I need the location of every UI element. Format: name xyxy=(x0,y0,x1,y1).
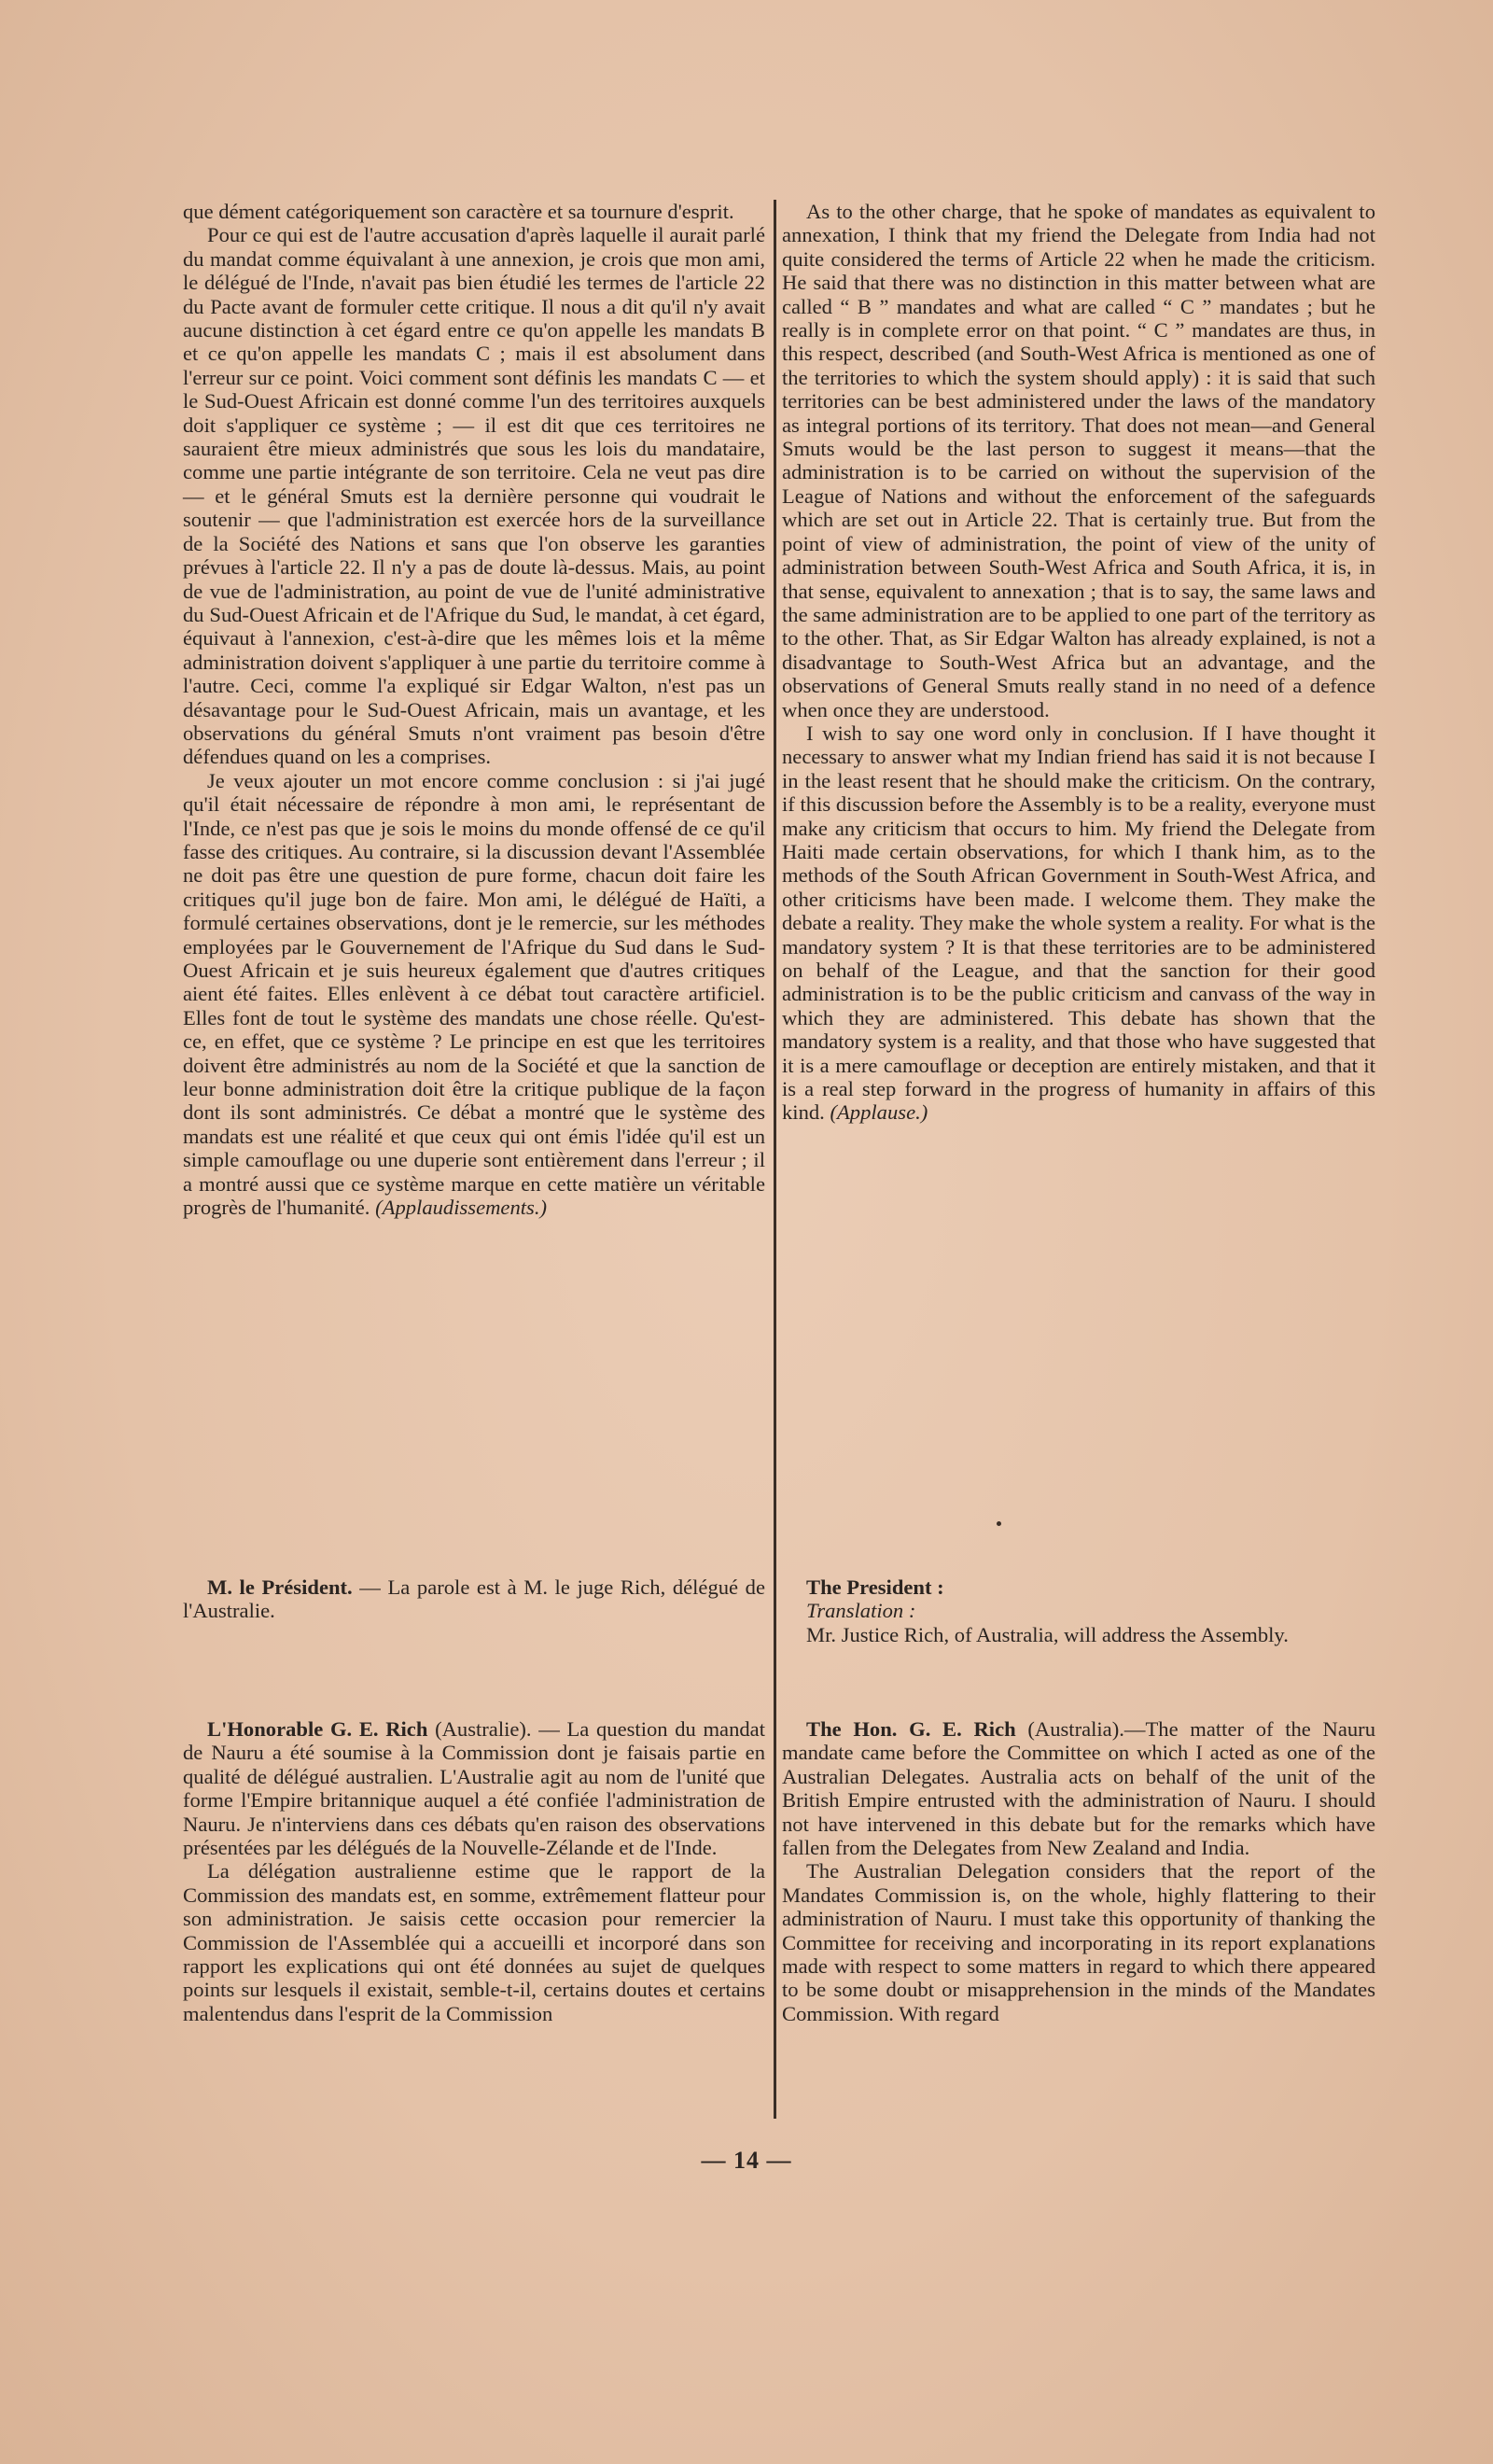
translation-label: Translation : xyxy=(806,1599,916,1623)
paragraph xyxy=(782,721,1375,1125)
left-rich-speech xyxy=(183,1717,765,2025)
paragraph: The Australian Delegation considers that the report of the Mandates Commission is, on the whole, highly flattering to their administration of Nauru. I must take this opportunity of thanking the Committee for receiving and incorporating in its report explanations made with respect to some matters in regard to which there appeared to be some doubt or misapprehension in the minds of the Mandates Commission. With regard xyxy=(782,1859,1375,2025)
speaker-name: L'Honorable G. E. Rich xyxy=(207,1717,428,1741)
right-president-remark xyxy=(782,1575,1375,1646)
paragraph xyxy=(183,1575,765,1623)
speech-text: (Australia).—The matter of the Nauru mandate came before the Committee on which I acted as one of the Australian Delegates. Australia acts on behalf of the unit of the British Empire entrusted with the administration of Nauru. I should not have intervened in this debate but for the remarks which have fallen from the Delegates from New Zealand and India. xyxy=(782,1717,1375,1860)
page-number: — 14 — xyxy=(701,2147,792,2174)
left-column-main xyxy=(183,200,765,1219)
speaker-name: M. le Président. xyxy=(207,1575,353,1599)
speech-text: Mr. Justice Rich, of Australia, will address the Assembly. xyxy=(806,1622,1289,1646)
paragraph: Pour ce qui est de l'autre accusation d'après laquelle il aurait parlé du mandat comme équivalant à une annexion, je crois que mon ami, le délégué de l'Inde, n'avait pas bien étudié les termes de l'article 22 du Pacte avant de formuler cette critique. Il nous a dit qu'il n'y avait aucune distinction à cet égard entre ce qu'on appelle les mandats B et ce qu'on appelle les mandats C ; mais il est absolument dans l'erreur sur ce point. Voici comment sont définis les mandats C — et le Sud-Ouest Africain est donné comme l'un des territoires auxquels doit s'appliquer ce système ; — il est dit que ces territoires ne sauraient être mieux administrés que sous les lois du mandataire, comme une partie intégrante de son territoire. Cela ne veut pas dire — et le général Smuts est la dernière personne qui voudrait le soutenir — que l'administration est exercée hors de la surveillance de la Société des Nations et sans que l'on observe les garanties prévues à l'article 22. Il n'y a pas de doute là-dessus. Mais, au point de vue de l'administration, au point de vue de l'unité administrative du Sud-Ouest Africain et de l'Afrique du Sud, le mandat, à cet égard, équivaut à l'annexion, c'est-à-dire que les mêmes lois et la même administration doivent s'appliquer à une partie du territoire comme à l'autre. Ceci, comme l'a expliqué sir Edgar Walton, n'est pas un désavantage pour le Sud-Ouest Africain, mais un avantage, et les observations du général Smuts n'ont vraiment pas besoin d'être défendues quand on les a comprises. xyxy=(183,223,765,769)
speech-text: — La parole est à M. le juge Rich, délégué de l'Australie. xyxy=(183,1575,765,1623)
paragraph: La délégation australienne estime que le rapport de la Commission des mandats est, en somme, extrêmement flatteur pour son administration. Je saisis cette occasion pour remercier la Commission de l'Assemblée qui a accueilli et incorporé dans son rapport les explications qui ont été données au sujet de quelques points sur lesquels il existait, semble-t-il, certains doutes et certains malentendus dans l'esprit de la Commission xyxy=(183,1859,765,2025)
ink-dot xyxy=(997,1521,1001,1526)
applause-note: (Applaudissements.) xyxy=(375,1196,547,1220)
paragraph-text: Je veux ajouter un mot encore comme conclusion : si j'ai jugé qu'il était nécessaire de répondre à mon ami, le représentant de l'Inde, ce n'est pas que je sois le moins du monde offensé de ce qu'il fasse des critiques. Au contraire, si la discussion devant l'Assemblée ne doit pas être une question de pure forme, chacun doit faire les critiques qu'il juge bon de faire. Mon ami, le délégué de Haïti, a formulé certaines observations, dont je le remercie, sur les méthodes employées par le Gouvernement de l'Afrique du Sud dans le Sud-Ouest Africain et je suis heureux également que d'autres critiques aient été faites. Elles enlèvent à ce débat tout caractère artificiel. Elles font de tout le système des mandats une chose réelle. Qu'est-ce, en effet, que ce système ? Le principe en est que les territoires doivent être administrés au nom de la Société et que la sanction de leur bonne administration doit être la critique publique de la façon dont ils sont administrés. Ce débat a montré que le système des mandats est une réalité et que ceux qui ont émis l'idée qu'il est un simple camouflage ou une duperie sont entièrement dans l'erreur ; il a montré aussi que ce système marque en cette matière un véritable progrès de l'humanité. xyxy=(183,768,765,1220)
applause-note: (Applause.) xyxy=(830,1100,928,1125)
paragraph: que dément catégoriquement son caractère et sa tournure d'esprit. xyxy=(183,200,734,223)
paragraph xyxy=(183,1717,765,1859)
paragraph: As to the other charge, that he spoke of mandates as equivalent to annexation, I think that my friend the Delegate from India had not quite considered the terms of Article 22 when he made the criticism. He said that there was no distinction in this matter between what are called “ B ” mandates and what are called “ C ” mandates ; but he really is in complete error on that point. “ C ” mandates are thus, in this respect, described (and South-West Africa is mentioned as one of the territories to which the system should apply) : it is said that such territories can be best administered under the laws of the mandatory as integral portions of its territory. That does not mean—and General Smuts would be the last person to suggest it means—that the administration is to be carried on without the supervision of the League of Nations and without the enforcement of the safeguards which are set out in Article 22. That is certainly true. But from the point of view of administration, the point of view of the unity of administration between South-West Africa and South Africa, it is, in that sense, equivalent to annexation ; that is to say, the same laws and the same administration are to be applied to one part of the territory as to the other. That, as Sir Edgar Walton has already explained, is not a disadvantage to South-West Africa but an advantage, and the observations of General Smuts really stand in no need of a defence when once they are understood. xyxy=(782,200,1375,721)
speech-text: (Australie). — La question du mandat de Nauru a été soumise à la Commission dont je faisais partie en qualité de délégué australien. L'Australie agit au nom de l'unité que forme l'Empire britannique auquel a été confiée l'administration de Nauru. Je n'interviens dans ces débats qu'en raison des observations présentées par les délégués de la Nouvelle-Zélande et de l'Inde. xyxy=(183,1717,765,1860)
speaker-name: The President : xyxy=(806,1575,944,1599)
paragraph xyxy=(183,769,765,1220)
right-column-main xyxy=(782,200,1375,1125)
right-rich-speech xyxy=(782,1717,1375,2025)
speaker-name: The Hon. G. E. Rich xyxy=(806,1717,1016,1741)
paragraph xyxy=(782,1717,1375,1859)
left-president-remark xyxy=(183,1575,765,1623)
paragraph-text: I wish to say one word only in conclusion. If I have thought it necessary to answer what my Indian friend has said it is not because I in the least resent that he should make the criticism. On the contrary, if this discussion before the Assembly is to be a reality, everyone must make any criticism that occurs to him. My friend the Delegate from Haiti made certain observations, for which I thank him, as to the methods of the South African Government in South-West Africa, and other criticisms have been made. I welcome them. They make the debate a reality. They make the whole system a reality. For what is the mandatory system ? It is that these territories are to be administered on behalf of the League, and that the sanction for their good administration is to be the public criticism and canvass of the way in which they are administered. This debate has shown that the mandatory system is a reality, and that those who have suggested that it is a mere camouflage or deception are entirely mistaken, and that it is a real step forward in the progress of humanity in affairs of this kind. xyxy=(782,721,1375,1125)
column-divider xyxy=(774,200,776,2119)
